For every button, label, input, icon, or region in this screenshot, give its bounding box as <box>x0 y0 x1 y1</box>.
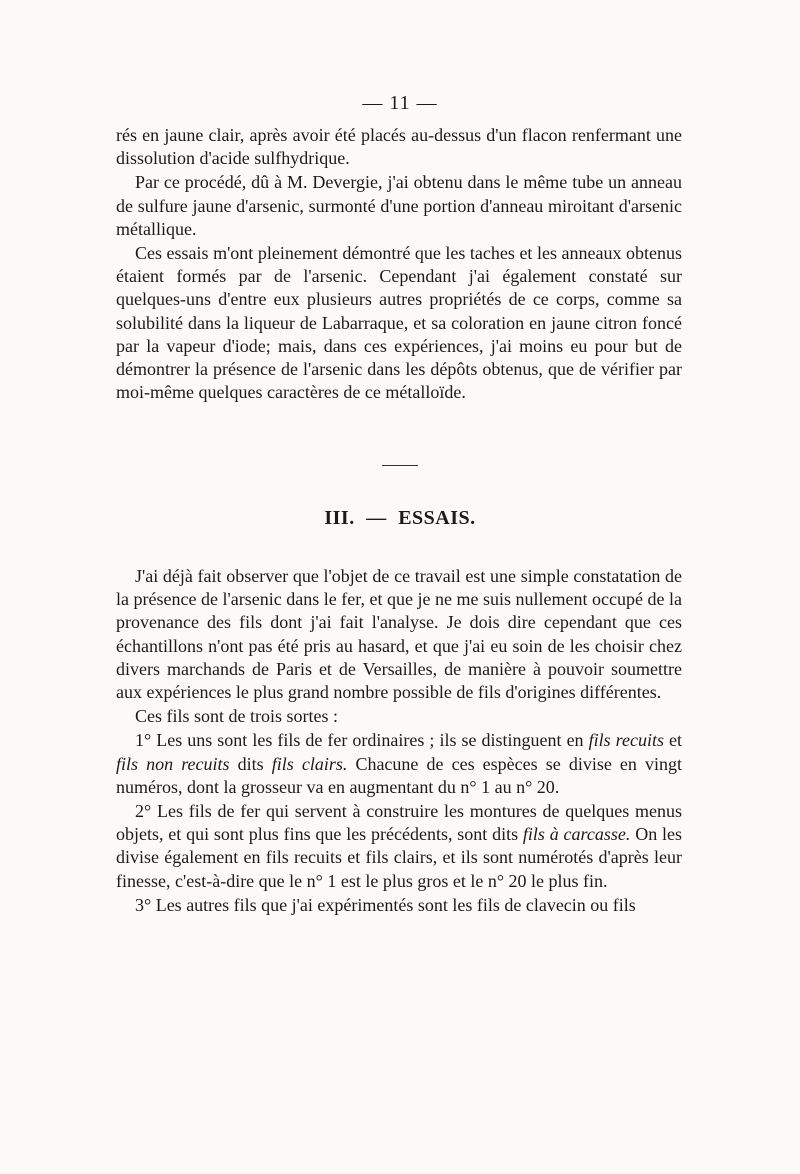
paragraph-sorts: Ces fils sont de trois sortes : <box>135 706 338 727</box>
section-number: III. <box>324 507 355 529</box>
paragraph-essais-conclusion: Ces essais m'ont pleinement démontré que les taches et les anneaux obtenus étaient formés par de l'arsenic. Cependant j'ai également constaté sur quelques-uns d'entre eux plusieurs autres propriétés de ce corps, comme sa solubilité dans la liqueur de Labarraque, et sa coloration en jaune citron foncé par la vapeur d'iode; mais, dans ces expériences, j'ai moins eu pour but de démontrer la présence de l'arsenic dans les dépôts obtenus, que de vérifier par moi-même quelques caractères de ce métalloïde. <box>116 243 682 403</box>
item2-text-a: 2° Les fils de fer qui servent à construire les montures de quelques menus objets, et qui sont plus fins que les précédents, sont dits <box>116 801 682 845</box>
item2-text-b: On les divise également en fils recuits et fils clairs, et ils sont numérotés d'après leur finesse, c'est-à-dire que le n° 1 est le plus gros et le n° 20 le plus fin. <box>116 824 682 891</box>
section-divider <box>382 465 418 466</box>
paragraph-devergie: Par ce procédé, dû à M. Devergie, j'ai obtenu dans le même tube un anneau de sulfure jaune d'arsenic, surmonté d'une portion d'anneau miroitant d'arsenic métallique. <box>116 172 682 239</box>
item1-italic-non-recuits: fils non recuits <box>116 753 230 774</box>
section-title: ESSAIS. <box>398 507 476 529</box>
paragraph-item-2 <box>116 800 682 893</box>
page-number: — 11 — <box>362 92 438 114</box>
section-heading <box>0 507 800 530</box>
paragraph-item-3: 3° Les autres fils que j'ai expérimentés sont les fils de clavecin ou fils <box>135 894 636 915</box>
item1-text-a: 1° Les uns sont les fils de fer ordinaires ; ils se distinguent en <box>135 730 589 751</box>
item1-text-b: et <box>663 730 682 751</box>
paragraph-continuation: rés en jaune clair, après avoir été placés au-dessus d'un flacon renfermant une dissolution d'acide sulfhydrique. <box>116 125 682 169</box>
section-separator: — <box>366 507 387 529</box>
text-block-top <box>116 124 682 404</box>
item1-italic-recuits: fils recuits <box>588 730 664 751</box>
item2-italic-carcasse: fils à carcasse. <box>522 824 631 845</box>
paragraph-intro: J'ai déjà fait observer que l'objet de ce travail est une simple constatation de la présence de l'arsenic dans le fer, et que je ne me suis nullement occupé de la provenance des fils dont j'ai fait l'analyse. Je dois dire cependant que ces échantillons n'ont pas été pris au hasard, et que j'ai eu soin de les choisir chez divers marchands de Paris et de Versailles, de manière à pouvoir soumettre aux expériences le plus grand nombre possible de fils d'origines différentes. <box>116 566 682 703</box>
item1-italic-clairs: fils clairs. <box>271 753 348 774</box>
item1-text-d: Chacune de ces espèces se divise en vingt numéros, dont la grosseur va en augmentant du n° 1 au n° 20. <box>116 753 682 797</box>
paragraph-item-1 <box>116 729 682 799</box>
text-block-bottom <box>116 565 682 917</box>
item1-text-c: dits <box>229 753 272 774</box>
